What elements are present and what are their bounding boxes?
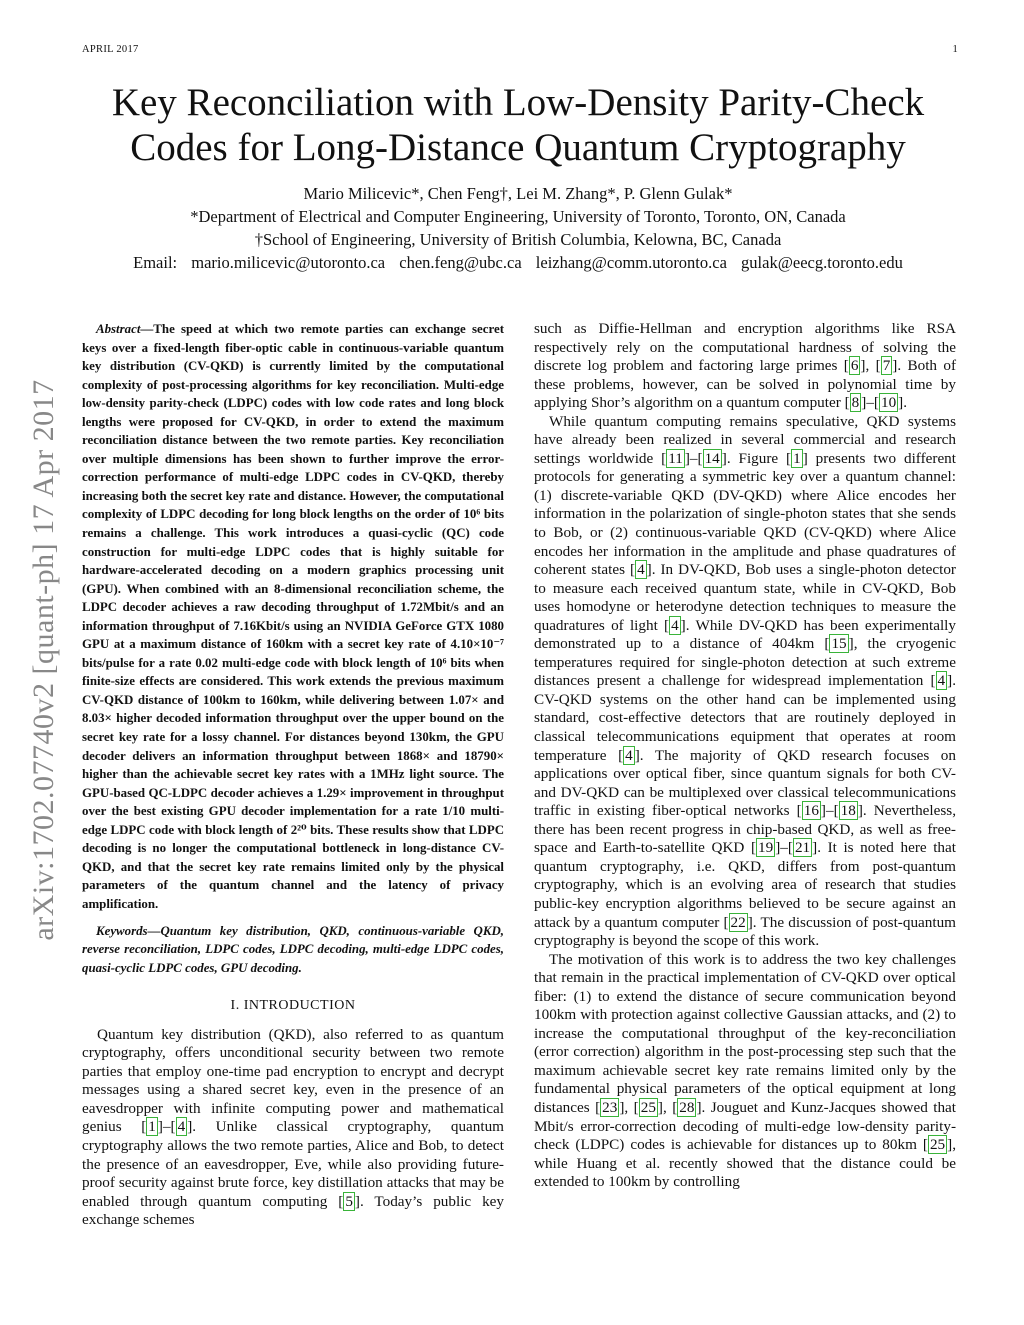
citation-link[interactable]: 25 bbox=[929, 1136, 946, 1154]
citation-link[interactable]: 5 bbox=[345, 1192, 353, 1210]
citation-link[interactable]: 4 bbox=[177, 1118, 186, 1136]
running-header-date: APRIL 2017 bbox=[82, 44, 139, 55]
citation-link[interactable]: 10 bbox=[880, 394, 897, 412]
citation-link[interactable]: 18 bbox=[840, 802, 856, 820]
email-line bbox=[60, 251, 976, 274]
citation-link[interactable]: 23 bbox=[602, 1098, 618, 1116]
citation-link[interactable]: 4 bbox=[637, 561, 645, 579]
citation-link[interactable]: 16 bbox=[803, 802, 819, 820]
citation-link[interactable]: 19 bbox=[758, 839, 774, 857]
title-line-2: Codes for Long-Distance Quantum Cryptography bbox=[130, 126, 906, 169]
citation-link[interactable]: 22 bbox=[730, 913, 746, 931]
citation-link[interactable]: 8 bbox=[851, 394, 860, 412]
citation-link[interactable]: 28 bbox=[679, 1098, 695, 1116]
citation-link[interactable]: 21 bbox=[794, 839, 811, 857]
citation-link[interactable]: 7 bbox=[882, 357, 891, 375]
citation-link[interactable]: 6 bbox=[850, 357, 859, 375]
email-address[interactable]: mario.milicevic@utoronto.ca bbox=[191, 253, 386, 272]
keywords: Keywords—Quantum key distribution, QKD, continuous-variable QKD, reverse reconciliation, LDPC codes, LDPC decoding, multi-edge LDPC codes, quasi-cyclic LDPC codes, GPU decoding. bbox=[82, 923, 504, 975]
section-heading-introduction: I. INTRODUCTION bbox=[230, 998, 356, 1014]
citation-link[interactable]: 14 bbox=[704, 449, 720, 467]
citation-link[interactable]: 25 bbox=[640, 1098, 656, 1116]
citation-link[interactable]: 1 bbox=[148, 1118, 156, 1136]
page-number: 1 bbox=[952, 44, 958, 55]
affiliation-toronto: *Department of Electrical and Computer Engineering, University of Toronto, Toronto, ON, Canada bbox=[190, 207, 846, 226]
intro-paragraph-4: The motivation of this work is to address the two key challenges that remain in the practical implementation of CV-QKD over optical fiber: (1) to extend the distance of secure communication beyond 100km with protection against collective Gaussian attacks, and (2) to increase the computational throughput of the key-reconciliation (error correction) algorithm in the post-processing step such that the maximum achievable secret key rate remains limited only by the fundamental physical parameters of the optical equipment at long distances [ 23 ], [ 25 ], [ 28 ]. Jouguet and Kunz-Jacques showed that Mbit/s error-correction decoding of multi-edge low-density parity-check (LDPC) codes is achievable for distances up to 80km [ 25 ], while Huang et al. recently showed that the distance could be extended to 100km by controlling bbox=[534, 950, 957, 1191]
citation-link[interactable]: 4 bbox=[625, 746, 633, 764]
abstract-lead: Abstract bbox=[96, 322, 141, 336]
affiliation-ubc: †School of Engineering, University of British Columbia, Kelowna, BC, Canada bbox=[254, 230, 782, 249]
email-address[interactable]: leizhang@comm.utoronto.ca bbox=[535, 253, 727, 272]
email-address[interactable]: chen.feng@ubc.ca bbox=[399, 253, 522, 272]
citation-link[interactable]: 4 bbox=[671, 616, 679, 634]
paper-title bbox=[60, 80, 976, 170]
email-label: Email: bbox=[133, 253, 178, 272]
left-column bbox=[82, 320, 504, 1230]
author-block bbox=[60, 182, 976, 274]
citation-link[interactable]: 15 bbox=[831, 635, 847, 653]
citation-link[interactable]: 4 bbox=[937, 672, 946, 690]
abstract bbox=[82, 320, 504, 914]
intro-paragraph-3: While quantum computing remains speculative, QKD systems have already been realized in several commercial and research settings worldwide [ 11 ]–[ 14 ]. Figure [ 1 ] presents two different protocols for generating a symmetric key over a quantum channel: (1) discrete-variable QKD (DV-QKD) where Alice encodes her information in the polarization of single-photon states that she sends to Bob, or (2) continuous-variable QKD (CV-QKD) where Alice encodes her information in the amplitude and phase quadratures of coherent states [ 4 ]. In DV-QKD, Bob uses a single-photon detector to measure each received quantum state, while in CV-QKD, Bob uses homodyne or heterodyne detection techniques to measure the quadratures of light [ 4 ]. While DV-QKD has been experimentally demonstrated up to a distance of 404km [ 15 ], the cryogenic temperatures required for single-photon detection at such extreme distances present a challenge for widespread implementation [ 4 ]. CV-QKD systems on the other hand can be implemented using standard, cost-effective detectors that are routinely deployed in classical telecommunications equipment that operates at room temperature [ 4 ]. The majority of QKD research focuses on applications over optical fiber, since quantum signals for both CV- and DV-QKD can be multiplexed over classical telecommunications traffic in existing fiber-optical networks [ 16 ]–[ 18 ]. Nevertheless, there has been recent progress in chip-based QKD, as well as free-space and Earth-to-satellite QKD [ 19 ]–[ 21 ]. It is noted here that quantum cryptography, i.e. QKD, differs from post-quantum cryptography, which is an evolving area of research that studies public-key encryption algorithms believed to be secure against an attack by a quantum computer [ 22 ]. The discussion of post-quantum cryptography is beyond the scope of this work. bbox=[534, 412, 957, 950]
arxiv-sidebar bbox=[4, 340, 84, 980]
email-address[interactable]: gulak@eecg.toronto.edu bbox=[741, 253, 903, 272]
title-line-1: Key Reconciliation with Low-Density Parity-Check bbox=[111, 81, 925, 124]
citation-link[interactable]: 1 bbox=[793, 449, 801, 467]
arxiv-identifier: arXiv:1702.07740v2 [quant-ph] 17 Apr 2017 bbox=[27, 379, 60, 941]
abstract-body: —The speed at which two remote parties can exchange secret keys over a fixed-length fiber-optic cable in continuous-variable quantum key distribution (CV-QKD) is currently limited by the computational complexity of post-processing algorithms for key reconciliation. Multi-edge low-density parity-check (LDPC) codes with low code rates and long block lengths were proposed for CV-QKD, in order to extend the maximum reconciliation distance between the two remote parties. Key reconciliation over multiple dimensions has been shown to further improve the error-correction performance of multi-edge LDPC codes in CV-QKD, thereby increasing both the secret key rate and distance. However, the computational complexity of LDPC decoding for long block lengths on the order of 10⁶ bits remains a challenge. This work introduces a quasi-cyclic (QC) code construction for multi-edge LDPC codes that is highly suitable for hardware-accelerated decoding on a modern graphics processing unit (GPU). When combined with an 8-dimensional reconciliation scheme, the LDPC decoder achieves a raw decoding throughput of 1.72Mbit/s and an information throughput of 7.16Kbit/s using an NVIDIA GeForce GTX 1080 GPU at a maximum distance of 160km with a secret key rate of 4.10×10⁻⁷ bits/pulse for a rate 0.02 multi-edge code with block length of 10⁶ bits when finite-size effects are considered. This work extends the previous maximum CV-QKD distance of 100km to 160km, while delivering between 1.07× and 8.03× higher decoded information throughput over the upper bound on the secret key rate for a lossy channel. For distances beyond 130km, the GPU decoder delivers an information throughput between 1868× and 18790× higher than the achievable secret key rates with a 1MHz light source. The GPU-based QC-LDPC decoder achieves a 1.29× improvement in throughput over the best existing GPU decoder implementation for a rate 1/10 multi-edge LDPC code with block length of 2²⁰ bits. These results show that LDPC decoding is no longer the computational bottleneck in long-distance CV-QKD, and that the secret key rate remains limited only by the physical parameters of the quantum channel and the latency of privacy amplification. bbox=[82, 322, 504, 911]
intro-paragraph-1: Quantum key distribution (QKD), also referred to as quantum cryptography, offers unconditional security between two remote parties that employ one-time pad encryption to encrypt and decrypt messages using a shared secret key, even in the presence of an eavesdropper with infinite computing power and mathematical genius [ 1 ]–[ 4 ]. Unlike classical cryptography, quantum cryptography allows the two remote parties, Alice and Bob, to detect the presence of an eavesdropper, Eve, while also providing future-proof security against brute force, key distillation attacks that may be enabled through quantum computing [ 5 ]. Today’s public key exchange schemes bbox=[82, 1025, 504, 1229]
right-column bbox=[534, 320, 956, 1192]
author-names: Mario Milicevic*, Chen Feng†, Lei M. Zhang*, P. Glenn Gulak* bbox=[303, 184, 733, 203]
citation-link[interactable]: 11 bbox=[668, 449, 683, 467]
intro-paragraph-2: such as Diffie-Hellman and encryption algorithms like RSA respectively rely on the computational hardness of solving the discrete log problem and factoring large primes [ 6 ], [ 7 ]. Both of these problems, however, can be solved in polynomial time by applying Shor’s algorithm on a quantum computer [ 8 ]–[ 10 ]. bbox=[534, 320, 957, 412]
